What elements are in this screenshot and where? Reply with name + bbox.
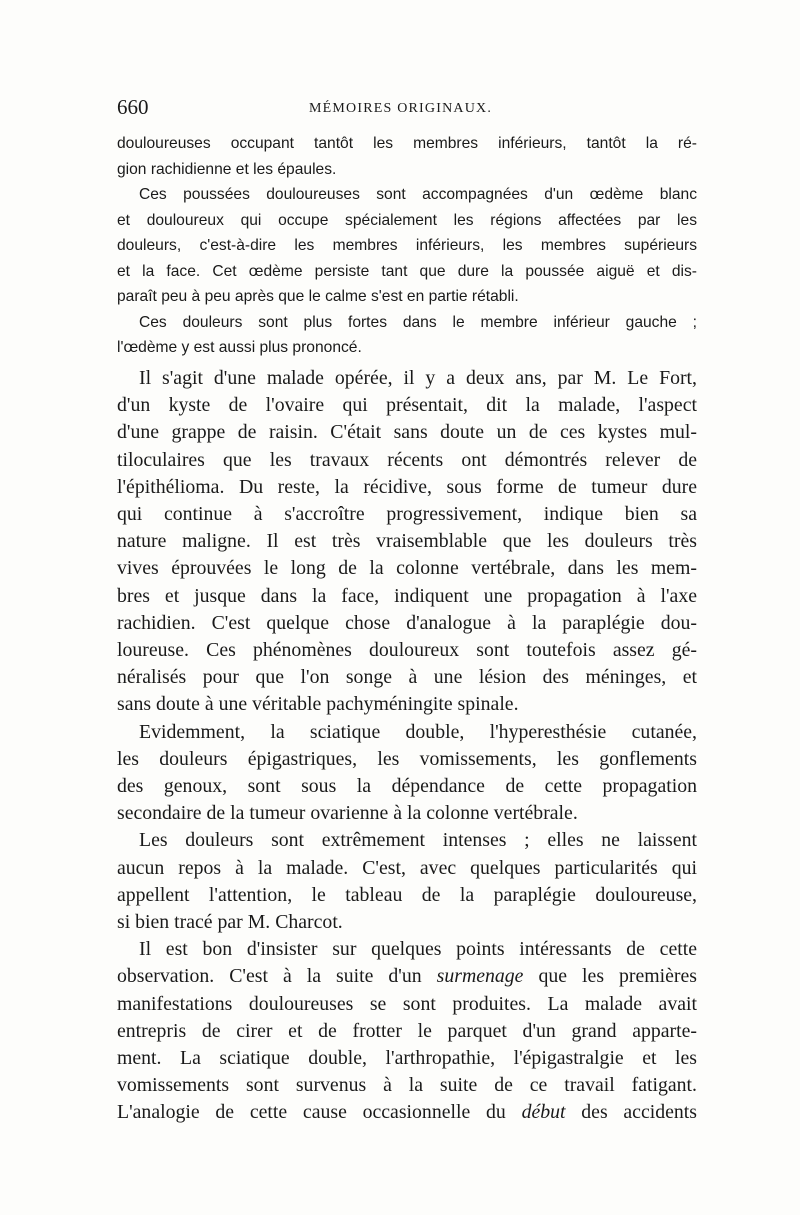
text-line: bres et jusque dans la face, indiquent une propagation à l'axe <box>117 584 697 607</box>
paragraph-2 <box>117 719 697 828</box>
text-line-with-emphasis <box>117 963 697 990</box>
text-line: Ces douleurs sont plus fortes dans le membre inférieur gauche ; <box>139 313 697 331</box>
text-line-with-emphasis <box>117 1099 697 1126</box>
text-line: tiloculaires que les travaux récents ont démontrés relever de <box>117 448 697 471</box>
text-line: sans doute à une véritable pachyméningite spinale. <box>117 693 519 716</box>
text-line: douleurs, c'est-à-dire les membres inférieurs, les membres supérieurs <box>117 237 697 254</box>
text-line: loureuse. Ces phénomènes douloureux sont toutefois assez gé- <box>117 639 697 662</box>
paragraph-3 <box>117 827 697 936</box>
text-line: d'un kyste de l'ovaire qui présentait, dit la malade, l'aspect <box>117 394 697 417</box>
text-line: Evidemment, la sciatique double, l'hyperesthésie cutanée, <box>139 720 697 743</box>
running-head <box>117 95 697 125</box>
text-line: et douloureux qui occupe spécialement les régions affectées par les <box>117 211 697 229</box>
text-line: nature maligne. Il est très vraisemblable que les douleurs très <box>117 530 697 553</box>
paragraph-1 <box>117 365 697 719</box>
text-line: l'œdème y est aussi plus prononcé. <box>117 339 362 356</box>
paragraph-4 <box>117 936 697 1126</box>
text-line: si bien tracé par M. Charcot. <box>117 911 343 934</box>
text-line: douloureuses occupant tantôt les membres inférieurs, tantôt la ré- <box>117 135 697 152</box>
text-line: rachidien. C'est quelque chose d'analogue à la paraplégie dou- <box>117 611 697 634</box>
text-line: appellent l'attention, le tableau de la paraplégie douloureuse, <box>117 883 697 906</box>
text-line: manifestations douloureuses se sont produites. La malade avait <box>117 992 697 1015</box>
text-line: Il est bon d'insister sur quelques points intéressants de cette <box>139 938 697 961</box>
text-line: Les douleurs sont extrêmement intenses ; elles ne laissent <box>139 829 697 852</box>
text-line: entrepris de cirer et de frotter le parquet d'un grand apparte- <box>117 1019 697 1042</box>
text-line: qui continue à s'accroître progressivement, indique bien sa <box>117 503 697 526</box>
page-number: 660 <box>117 95 149 119</box>
text-fragment: observation. C'est à la suite d'un <box>117 965 437 988</box>
text-line: gion rachidienne et les épaules. <box>117 160 337 178</box>
text-fragment: des accidents <box>565 1101 697 1124</box>
text-line: paraît peu à peu après que le calme s'est en partie rétabli. <box>117 288 519 305</box>
text-line: les douleurs épigastriques, les vomissements, les gonflements <box>117 747 697 770</box>
text-line: aucun repos à la malade. C'est, avec quelques particularités qui <box>117 856 697 879</box>
text-line: des genoux, sont sous la dépendance de cette propagation <box>117 775 697 798</box>
main-text-block <box>117 365 697 1127</box>
text-fragment: L'analogie de cette cause occasionnelle du <box>117 1101 522 1124</box>
small-print-block <box>117 131 697 361</box>
small-paragraph-3 <box>117 310 697 361</box>
text-line: ment. La sciatique double, l'arthropathie, l'épigastralgie et les <box>117 1047 697 1070</box>
text-line: vomissements sont survenus à la suite de ce travail fatigant. <box>117 1074 697 1097</box>
emphasis-debut: début <box>521 1101 566 1124</box>
emphasis-surmenage: surmenage <box>436 965 524 988</box>
text-fragment: que les premières <box>523 965 698 988</box>
text-line: et la face. Cet œdème persiste tant que dure la poussée aiguë et dis- <box>117 262 697 280</box>
small-paragraph-2 <box>117 182 697 310</box>
text-line: néralisés pour que l'on songe à une lésion des méninges, et <box>117 666 697 689</box>
text-line: Il s'agit d'une malade opérée, il y a deux ans, par M. Le Fort, <box>139 367 697 389</box>
running-title: MÉMOIRES ORIGINAUX. <box>309 101 493 116</box>
text-line: l'épithélioma. Du reste, la récidive, sous forme de tumeur dure <box>117 475 697 498</box>
text-line: vives éprouvées le long de la colonne vertébrale, dans les mem- <box>117 557 697 580</box>
small-paragraph-1 <box>117 131 697 182</box>
text-line: Ces poussées douloureuses sont accompagnées d'un œdème blanc <box>139 186 697 203</box>
text-line: d'une grappe de raisin. C'était sans doute un de ces kystes mul- <box>117 421 697 444</box>
text-line: secondaire de la tumeur ovarienne à la colonne vertébrale. <box>117 802 578 825</box>
